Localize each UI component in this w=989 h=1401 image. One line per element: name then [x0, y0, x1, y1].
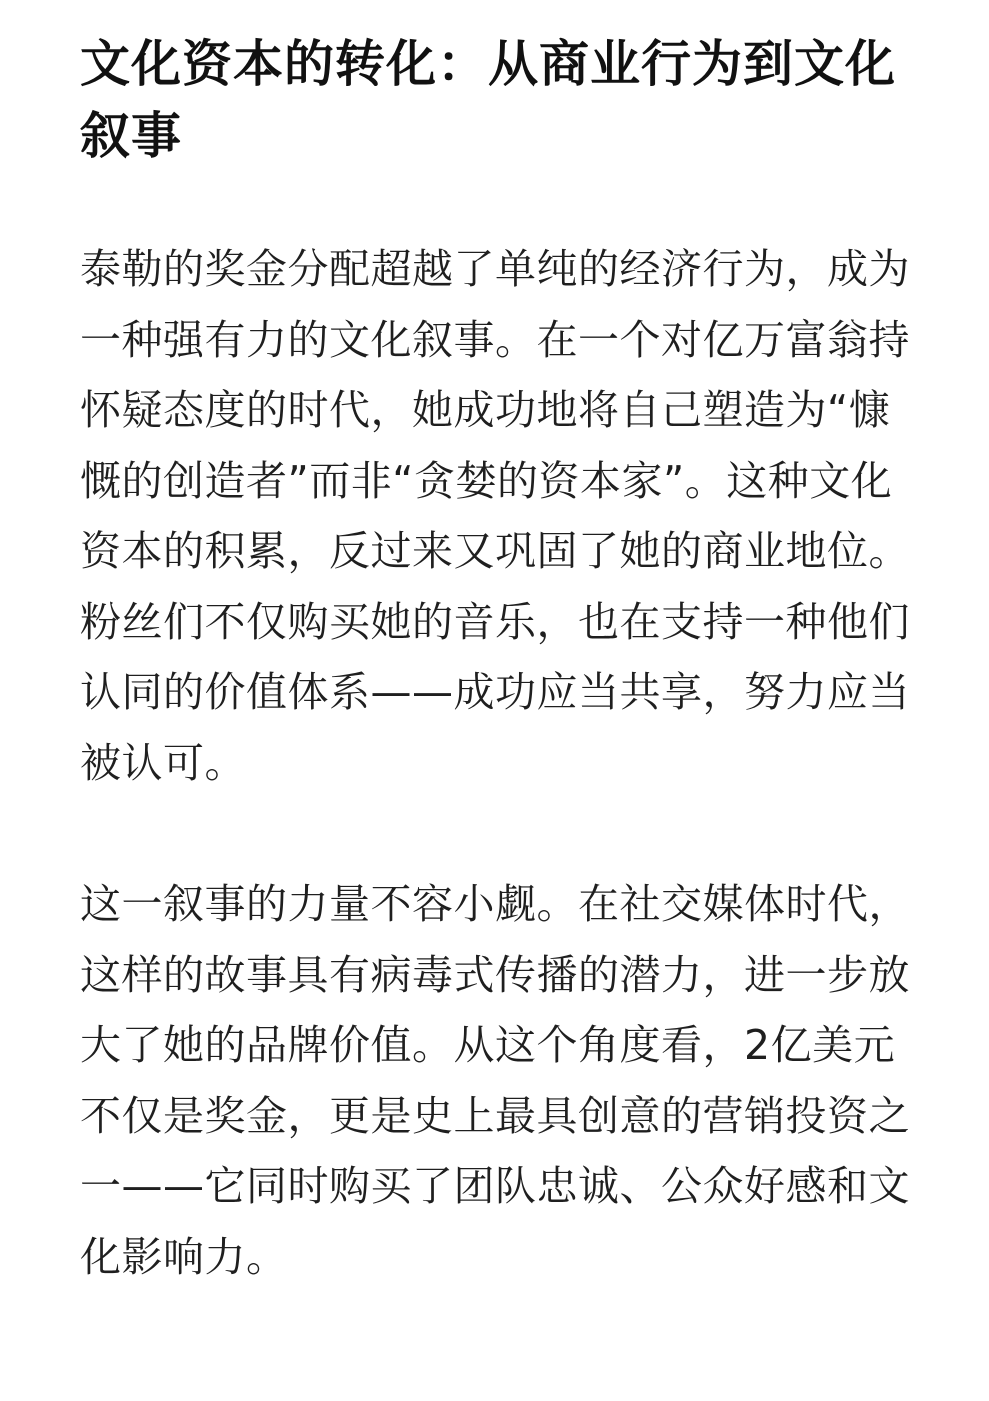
article-paragraph: 这一叙事的力量不容小觑。在社交媒体时代，这样的故事具有病毒式传播的潜力，进一步放大了她的品牌价值。从这个角度看，2亿美元不仅是奖金，更是史上最具创意的营销投资之一——它同时购买了团队忠诚、公众好感和文化影响力。 — [80, 880, 910, 1281]
article-heading: 文化资本的转化：从商业行为到文化叙事 — [80, 35, 896, 165]
article-paragraph: 泰勒的奖金分配超越了单纯的经济行为，成为一种强有力的文化叙事。在一个对亿万富翁持怀疑态度的时代，她成功地将自己塑造为“慷慨的创造者”而非“贪婪的资本家”。这种文化资本的积累，反过来又巩固了她的商业地位。粉丝们不仅购买她的音乐，也在支持一种他们认同的价值体系——成功应当共享，努力应当被认可。 — [80, 245, 910, 787]
article — [80, 28, 930, 1292]
